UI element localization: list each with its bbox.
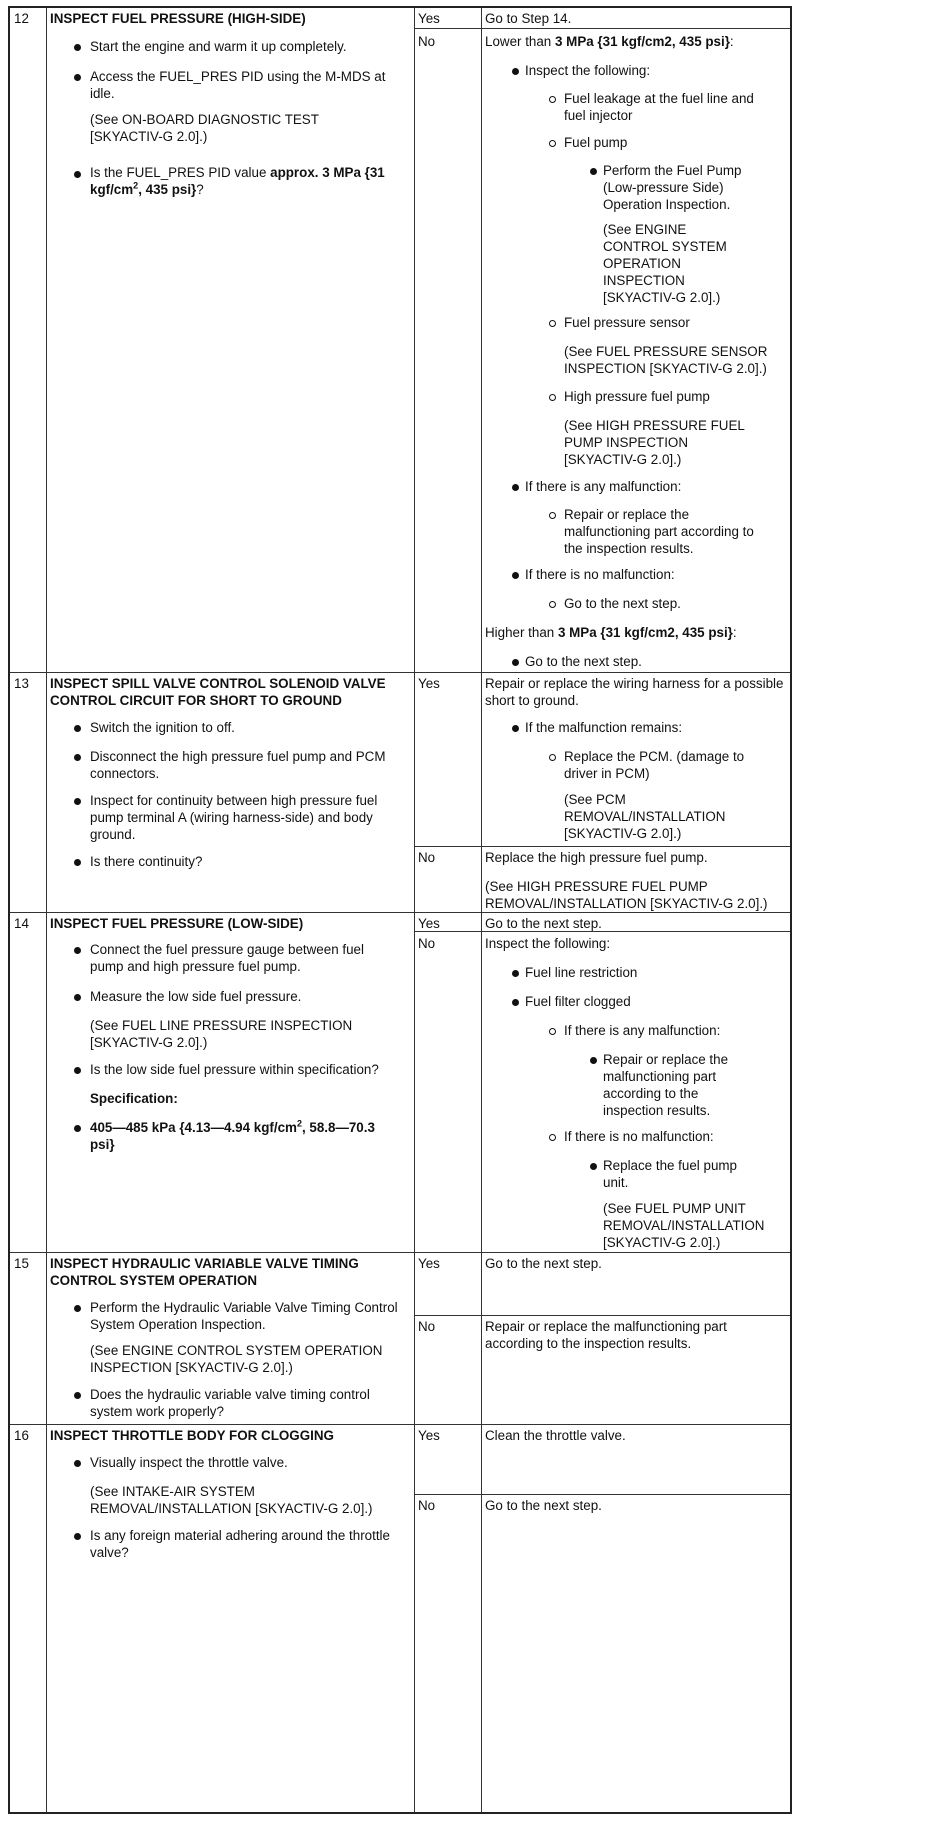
step-number: 15: [14, 1256, 29, 1271]
condition-text: Higher than 3 MPa {31 kgf/cm2, 435 psi}:: [485, 625, 737, 640]
reference-note: (See ENGINE CONTROL SYSTEM OPERATION INSPECTION [SKYACTIV-G 2.0].): [603, 222, 727, 305]
row-divider: [10, 1424, 790, 1425]
action-item: Start the engine and warm it up completely.: [90, 39, 347, 54]
step-title: INSPECT THROTTLE BODY FOR CLOGGING: [50, 1428, 334, 1443]
row-divider: [10, 912, 790, 913]
result-item: High pressure fuel pump: [564, 389, 710, 404]
action-item: Disconnect the high pressure fuel pump and PCM connectors.: [90, 749, 386, 781]
yes-no-divider: [414, 846, 790, 847]
sub-bullet-icon: [549, 1134, 556, 1141]
sub-bullet-icon: [549, 320, 556, 327]
no-result: Replace the high pressure fuel pump.: [485, 850, 708, 865]
bullet-icon: [74, 1305, 81, 1312]
action-item: Measure the low side fuel pressure.: [90, 989, 302, 1004]
sub-bullet-icon: [549, 1028, 556, 1035]
bullet-icon: [74, 725, 81, 732]
bullet-icon: [74, 754, 81, 761]
bullet-icon: [74, 171, 81, 178]
bullet-icon: [512, 659, 519, 666]
bullet-icon: [74, 44, 81, 51]
yes-result: Clean the throttle valve.: [485, 1428, 626, 1443]
step-number: 14: [14, 916, 29, 931]
action-question: Does the hydraulic variable valve timing control system work properly?: [90, 1387, 370, 1419]
result-item: Repair or replace the malfunctioning part according to the inspection results.: [564, 507, 754, 556]
result-item: Fuel pump: [564, 135, 628, 150]
yes-label: Yes: [418, 676, 440, 691]
specification-value: 405—485 kPa {4.13—4.94 kgf/$cm^2$, 58.8—70.3 psi}: [90, 1118, 375, 1152]
bullet-icon: [74, 994, 81, 1001]
yes-result: Repair or replace the wiring harness for a possible short to ground.: [485, 676, 784, 708]
bullet-icon: [512, 999, 519, 1006]
bullet-icon: [512, 68, 519, 75]
no-result: Inspect the following:: [485, 936, 611, 951]
column-divider: [46, 8, 47, 1812]
action-item: Access the FUEL_PRES PID using the M-MDS at idle.: [90, 69, 386, 101]
bullet-icon: [74, 1125, 81, 1132]
bullet-icon: [74, 1067, 81, 1074]
reference-note: (See ENGINE CONTROL SYSTEM OPERATION INSPECTION [SKYACTIV-G 2.0].): [90, 1343, 383, 1375]
action-question: Is the low side fuel pressure within specification?: [90, 1062, 379, 1077]
action-question: Is any foreign material adhering around the throttle valve?: [90, 1528, 390, 1560]
result-item: Repair or replace the malfunctioning part according to the inspection results.: [603, 1052, 729, 1118]
no-label: No: [418, 1498, 436, 1513]
result-item: Go to the next step.: [525, 654, 642, 669]
step-title: INSPECT FUEL PRESSURE (LOW-SIDE): [50, 916, 304, 931]
bullet-icon: [590, 168, 597, 175]
bullet-icon: [74, 74, 81, 81]
condition-text: Lower than 3 MPa {31 kgf/cm2, 435 psi}:: [485, 34, 734, 49]
action-item: Switch the ignition to off.: [90, 720, 235, 735]
bullet-icon: [512, 484, 519, 491]
yes-label: Yes: [418, 11, 440, 26]
result-item: If there is any malfunction:: [564, 1023, 721, 1038]
bullet-icon: [590, 1057, 597, 1064]
bullet-icon: [74, 947, 81, 954]
yes-no-divider: [414, 1315, 790, 1316]
diagnostic-procedure-table: [8, 6, 792, 1814]
yes-result: Go to Step 14.: [485, 11, 572, 26]
action-item: Connect the fuel pressure gauge between fuel pump and high pressure fuel pump.: [90, 942, 364, 974]
result-item: If there is no malfunction:: [564, 1129, 714, 1144]
no-label: No: [418, 850, 436, 865]
bullet-icon: [74, 1460, 81, 1467]
step-number: 16: [14, 1428, 29, 1443]
step-number: 12: [14, 11, 29, 26]
specification-label: Specification:: [90, 1091, 178, 1106]
yes-result: Go to the next step.: [485, 1256, 602, 1271]
action-question: Is there continuity?: [90, 854, 203, 869]
sub-bullet-icon: [549, 96, 556, 103]
step-title: INSPECT FUEL PRESSURE (HIGH-SIDE): [50, 11, 306, 26]
result-item: Replace the PCM. (damage to driver in PCM): [564, 749, 745, 781]
result-item: Fuel line restriction: [525, 965, 638, 980]
reference-note: (See ON-BOARD DIAGNOSTIC TEST [SKYACTIV-G 2.0].): [90, 112, 319, 144]
reference-note: (See FUEL PUMP UNIT REMOVAL/INSTALLATION [SKYACTIV-G 2.0].): [603, 1201, 765, 1250]
reference-note: (See HIGH PRESSURE FUEL PUMP REMOVAL/INSTALLATION [SKYACTIV-G 2.0].): [485, 879, 768, 911]
result-item: If there is no malfunction:: [525, 567, 675, 582]
result-item: Go to the next step.: [564, 596, 681, 611]
reference-note: (See HIGH PRESSURE FUEL PUMP INSPECTION [SKYACTIV-G 2.0].): [564, 418, 745, 467]
row-divider: [10, 1252, 790, 1253]
action-item: Visually inspect the throttle valve.: [90, 1455, 288, 1470]
step-number: 13: [14, 676, 29, 691]
result-item: If the malfunction remains:: [525, 720, 683, 735]
yes-no-divider: [414, 1494, 790, 1495]
no-label: No: [418, 34, 436, 49]
yes-label: Yes: [418, 1256, 440, 1271]
yes-no-divider: [414, 28, 790, 29]
step-title: INSPECT HYDRAULIC VARIABLE VALVE TIMING CONTROL SYSTEM OPERATION: [50, 1256, 359, 1288]
row-divider: [10, 672, 790, 673]
sub-bullet-icon: [549, 394, 556, 401]
yes-result: Go to the next step.: [485, 916, 602, 931]
sub-bullet-icon: [549, 140, 556, 147]
no-result: Go to the next step.: [485, 1498, 602, 1513]
yes-label: Yes: [418, 916, 440, 931]
bullet-icon: [590, 1163, 597, 1170]
no-label: No: [418, 936, 436, 951]
result-item: Fuel leakage at the fuel line and fuel injector: [564, 91, 754, 123]
result-item: Fuel filter clogged: [525, 994, 631, 1009]
bullet-icon: [74, 1392, 81, 1399]
bullet-icon: [74, 798, 81, 805]
step-title: INSPECT SPILL VALVE CONTROL SOLENOID VALVE CONTROL CIRCUIT FOR SHORT TO GROUND: [50, 676, 386, 708]
result-item: If there is any malfunction:: [525, 479, 682, 494]
result-item: Replace the fuel pump unit.: [603, 1158, 737, 1190]
reference-note: (See PCM REMOVAL/INSTALLATION [SKYACTIV-G 2.0].): [564, 792, 726, 841]
reference-note: (See INTAKE-AIR SYSTEM REMOVAL/INSTALLATION [SKYACTIV-G 2.0].): [90, 1484, 373, 1516]
sub-bullet-icon: [549, 512, 556, 519]
sub-bullet-icon: [549, 601, 556, 608]
reference-note: (See FUEL PRESSURE SENSOR INSPECTION [SKYACTIV-G 2.0].): [564, 344, 768, 376]
result-item: Fuel pressure sensor: [564, 315, 690, 330]
no-result: Repair or replace the malfunctioning part according to the inspection results.: [485, 1319, 727, 1351]
action-item: Inspect for continuity between high pressure fuel pump terminal A (wiring harness-side) and body ground.: [90, 793, 378, 842]
action-item: Perform the Hydraulic Variable Valve Timing Control System Operation Inspection.: [90, 1300, 398, 1332]
action-question: Is the FUEL_PRES PID value approx. 3 MPa {31 kgf/$cm^2$, 435 psi}?: [90, 165, 385, 197]
bullet-icon: [74, 1533, 81, 1540]
bullet-icon: [512, 725, 519, 732]
column-divider: [481, 8, 482, 1812]
result-item: Perform the Fuel Pump (Low-pressure Side) Operation Inspection.: [603, 163, 742, 212]
column-divider: [414, 8, 415, 1812]
result-item: Inspect the following:: [525, 63, 651, 78]
bullet-icon: [512, 970, 519, 977]
reference-note: (See FUEL LINE PRESSURE INSPECTION [SKYACTIV-G 2.0].): [90, 1018, 353, 1050]
bullet-icon: [74, 859, 81, 866]
sub-bullet-icon: [549, 754, 556, 761]
bullet-icon: [512, 572, 519, 579]
yes-label: Yes: [418, 1428, 440, 1443]
no-label: No: [418, 1319, 436, 1334]
